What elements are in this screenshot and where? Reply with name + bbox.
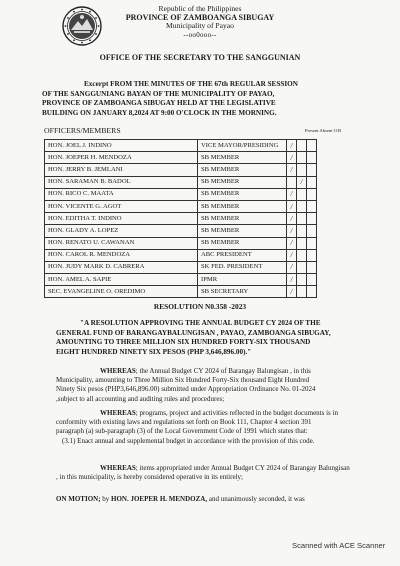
officer-name: SEC. EVANGELINE O. OREDIMO bbox=[45, 286, 198, 298]
absent-mark bbox=[297, 237, 307, 249]
ob-mark bbox=[307, 213, 317, 225]
resolution-title-line: GENERAL FUND OF BARANGAYBALUNGISAN , PAYAO, ZAMBOANGA SIBUGAY, bbox=[56, 328, 331, 337]
motion-paragraph bbox=[56, 495, 364, 504]
present-mark: / bbox=[287, 286, 297, 298]
absent-mark bbox=[297, 200, 307, 212]
absent-mark bbox=[297, 286, 307, 298]
officer-position: SB MEMBER bbox=[198, 213, 287, 225]
officer-position: SB MEMBER bbox=[198, 164, 287, 176]
ob-mark bbox=[307, 286, 317, 298]
table-row bbox=[45, 213, 317, 225]
officer-name: HON. CAROL R. MENDOZA bbox=[45, 249, 198, 261]
ob-mark bbox=[307, 225, 317, 237]
officer-position: SB MEMBER bbox=[198, 176, 287, 188]
officer-name: HON. EDITHA T. INDINO bbox=[45, 213, 198, 225]
whereas-keyword: WHEREAS bbox=[100, 409, 136, 417]
table-row bbox=[45, 249, 317, 261]
attendance-column-labels: Present Absent O.B bbox=[305, 128, 342, 133]
absent-mark bbox=[297, 225, 307, 237]
resolution-title-line: EIGHT HUNDRED NINETY SIX PESOS (PHP 3,646,896.00)." bbox=[56, 347, 252, 356]
ob-mark bbox=[307, 237, 317, 249]
absent-mark bbox=[297, 249, 307, 261]
office-title: OFFICE OF THE SECRETARY TO THE SANGGUNIAN bbox=[99, 53, 301, 62]
ob-mark bbox=[307, 164, 317, 176]
resolution-number: RESOLUTION N0.358 -2023 bbox=[153, 302, 247, 311]
present-mark: / bbox=[287, 274, 297, 286]
table-row bbox=[45, 188, 317, 200]
present-mark: / bbox=[287, 164, 297, 176]
paragraph-text: ; the Annual Budget CY 2024 of Barangay Balungisan , in this bbox=[135, 367, 311, 375]
present-mark: / bbox=[287, 213, 297, 225]
paragraph-text: paragraph (a) sub-paragraph (3) of the Local Government Code of 1991 which states that: bbox=[56, 427, 308, 436]
present-mark: / bbox=[287, 237, 297, 249]
officers-members-label: OFFICERS/MEMBERS bbox=[44, 126, 121, 135]
absent-mark bbox=[297, 188, 307, 200]
paragraph-text: ,subject to all accounting and auditing rules and procedures; bbox=[56, 394, 225, 403]
table-row bbox=[45, 140, 317, 152]
excerpt-line: Excerpt FROM THE MINUTES OF THE 67th REGULAR SESSION bbox=[84, 80, 298, 88]
ob-mark bbox=[307, 249, 317, 261]
officer-name: HON. JUDY MARK D. CABRERA bbox=[45, 261, 198, 273]
paragraph-text: conformity with existing laws and regulations set forth on Book 111, Chapter 4 section 391 bbox=[56, 418, 312, 427]
attendance-table bbox=[44, 139, 317, 298]
absent-mark bbox=[297, 164, 307, 176]
scanner-watermark: Scanned with ACE Scanner bbox=[292, 541, 386, 550]
officer-name: HON. JOEL J. INDINO bbox=[45, 140, 198, 152]
whereas-paragraph-1 bbox=[56, 367, 364, 404]
excerpt-heading bbox=[42, 80, 360, 118]
table-row bbox=[45, 286, 317, 298]
officer-name: HON. JOEPER H. MENDOZA bbox=[45, 152, 198, 164]
excerpt-line: OF THE SANGGUNIANG BAYAN OF THE MUNICIPALITY OF PAYAO, bbox=[42, 89, 275, 98]
ob-mark bbox=[307, 140, 317, 152]
present-mark: / bbox=[287, 152, 297, 164]
officer-position: ABC PRESIDENT bbox=[198, 249, 287, 261]
table-row bbox=[45, 225, 317, 237]
officer-position: SB MEMBER bbox=[198, 200, 287, 212]
letterhead-ornament: --oo0ooo-- bbox=[183, 30, 217, 39]
absent-mark bbox=[297, 140, 307, 152]
excerpt-line: PROVINCE OF ZAMBOANGA SIBUGAY HELD AT THE LEGISLATIVE bbox=[42, 99, 276, 108]
paragraph-text: Ninety Six pesos (PHP3,646,896.00) submitted under Appropriation Ordinance No. 01-2024 bbox=[56, 385, 316, 394]
excerpt-line: BUILDING ON JANUARY 8,2024 AT 9:00 O'CLOCK IN THE MORNING. bbox=[42, 108, 277, 117]
officer-name: HON. VICENTE G. AGOT bbox=[45, 200, 198, 212]
resolution-title bbox=[56, 319, 362, 357]
paragraph-text: (3.1) Enact annual and supplemental budget in accordance with the provision of this code. bbox=[62, 436, 315, 445]
officer-name: HON. RENATO U. CAWANAN bbox=[45, 237, 198, 249]
table-row bbox=[45, 176, 317, 188]
ob-mark bbox=[307, 261, 317, 273]
table-row bbox=[45, 152, 317, 164]
officer-position: SB MEMBER bbox=[198, 237, 287, 249]
officer-position: VICE MAYOR/PRESIDING bbox=[198, 140, 287, 152]
whereas-keyword: WHEREAS bbox=[100, 367, 136, 375]
absent-mark bbox=[297, 213, 307, 225]
table-row bbox=[45, 164, 317, 176]
officer-position: IPMR bbox=[198, 274, 287, 286]
letterhead bbox=[0, 5, 400, 39]
ob-mark bbox=[307, 274, 317, 286]
present-mark: / bbox=[287, 261, 297, 273]
officer-position: SK FED. PRESIDENT bbox=[198, 261, 287, 273]
paragraph-text: , in this municipality, is hereby considered operative in its entirely; bbox=[56, 473, 243, 482]
paragraph-text: ; programs, project and activities reflected in the budget documents is in bbox=[135, 409, 338, 417]
absent-mark: / bbox=[297, 176, 307, 188]
paragraph-text: ; items appropriated under Annual Budget CY 2024 of Barangay Balungisan bbox=[135, 464, 350, 472]
ob-mark bbox=[307, 188, 317, 200]
paragraph-text: and unanimously seconded, it was bbox=[207, 495, 305, 503]
absent-mark bbox=[297, 274, 307, 286]
officer-name: HON. RICO C. MAATA bbox=[45, 188, 198, 200]
paragraph-text: Municipality, amounting to Three Million Six Hundred Forty-Six thousand Eight Hundred bbox=[56, 376, 310, 385]
ob-mark bbox=[307, 152, 317, 164]
officer-name: HON. AMEL A. SAPIE bbox=[45, 274, 198, 286]
officer-name: HON. GLADY A. LOPEZ bbox=[45, 225, 198, 237]
table-row bbox=[45, 261, 317, 273]
present-mark: / bbox=[287, 140, 297, 152]
present-mark: / bbox=[287, 188, 297, 200]
officer-position: SB MEMBER bbox=[198, 225, 287, 237]
resolution-title-line: "A RESOLUTION APPROVING THE ANNUAL BUDGET CY 2024 OF THE bbox=[80, 319, 321, 327]
mover-name: HON. JOEPER H. MENDOZA, bbox=[111, 495, 208, 503]
present-mark bbox=[287, 176, 297, 188]
whereas-paragraph-3 bbox=[56, 464, 364, 482]
ob-mark bbox=[307, 200, 317, 212]
paragraph-text: by bbox=[100, 495, 112, 503]
whereas-keyword: WHEREAS bbox=[100, 464, 136, 472]
officer-position: SB SECRETARY bbox=[198, 286, 287, 298]
present-mark: / bbox=[287, 249, 297, 261]
ob-mark bbox=[307, 176, 317, 188]
table-row bbox=[45, 237, 317, 249]
officer-name: HON. JERRY B. JEMLANI bbox=[45, 164, 198, 176]
table-row bbox=[45, 274, 317, 286]
letterhead-province: PROVINCE OF ZAMBOANGA SIBUGAY bbox=[125, 12, 275, 22]
absent-mark bbox=[297, 152, 307, 164]
letterhead-municipality: Municipality of Payao bbox=[166, 21, 234, 31]
whereas-paragraph-2 bbox=[56, 409, 364, 446]
resolution-title-line: AMOUNTING TO THREE MILLION SIX HUNDRED FORTY-SIX THOUSAND bbox=[56, 338, 311, 347]
absent-mark bbox=[297, 261, 307, 273]
officer-position: SB MEMBER bbox=[198, 152, 287, 164]
officer-name: HON. SARAMAN B. BADOL bbox=[45, 176, 198, 188]
present-mark: / bbox=[287, 200, 297, 212]
officer-position: SB MEMBER bbox=[198, 188, 287, 200]
motion-keyword: ON MOTION; bbox=[56, 495, 101, 503]
letterhead-republic: Republic of the Philippines bbox=[158, 4, 242, 13]
present-mark: / bbox=[287, 225, 297, 237]
table-row bbox=[45, 200, 317, 212]
